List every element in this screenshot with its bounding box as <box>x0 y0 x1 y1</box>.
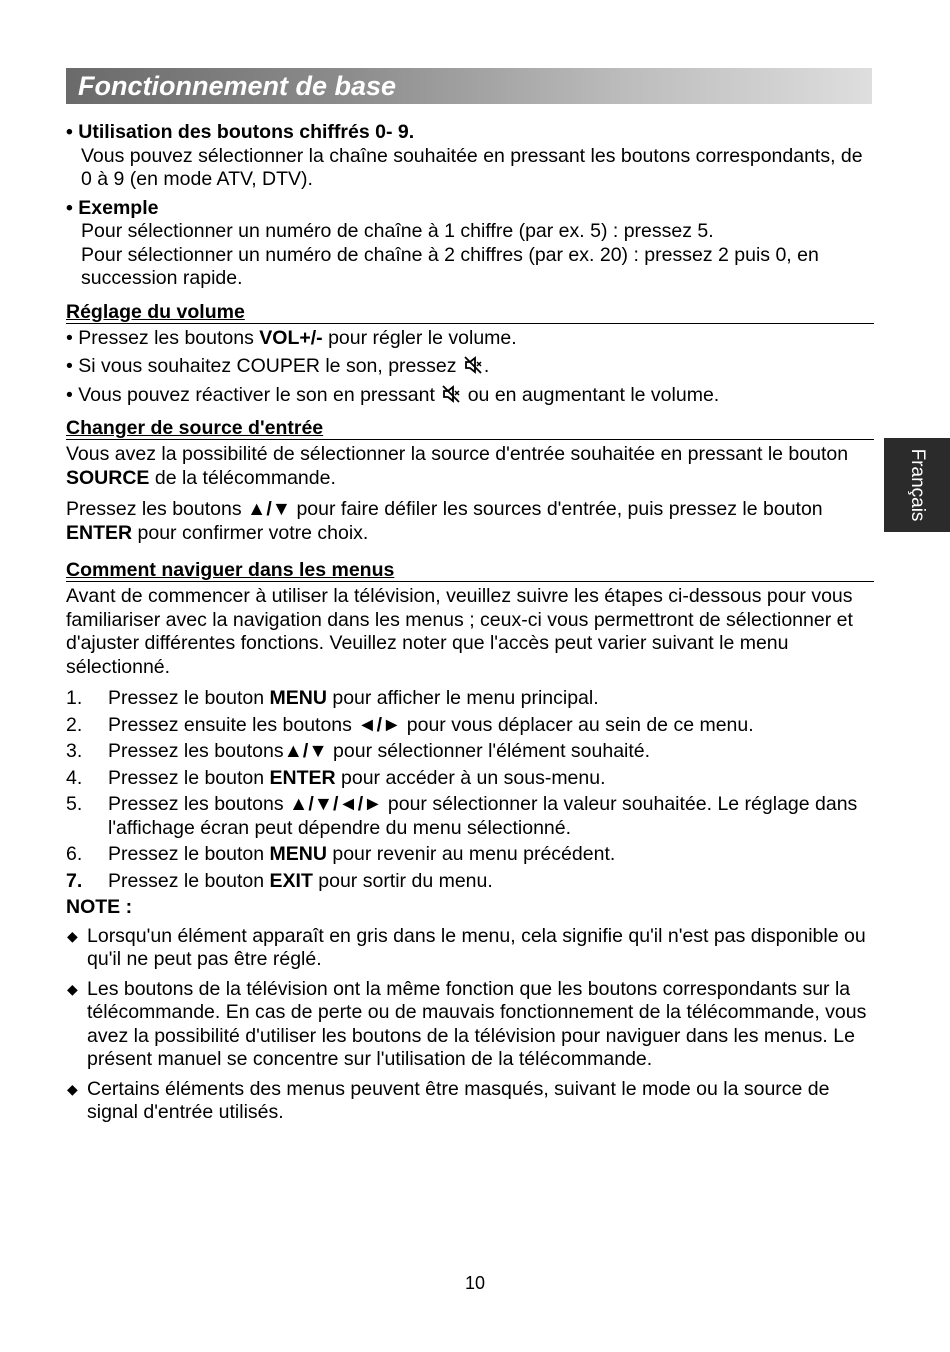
example-heading: • Exemple <box>66 196 159 219</box>
note-item: ◆ Certains éléments des menus peuvent être masqués, suivant le mode ou la source de signal d'entrée utilisés. <box>67 1077 830 1123</box>
notes-list <box>66 925 874 1125</box>
volume-bullet-3: • Vous pouvez réactiver le son en pressant ou en augmentant le volume. <box>66 383 720 406</box>
source-paragraph-2: Pressez les boutons ▲/▼ pour faire défiler les sources d'entrée, puis pressez le bouton ENTER pour confirmer votre choix. <box>66 498 823 544</box>
step-number: 1. <box>66 687 83 709</box>
step-number: 5. <box>66 793 83 815</box>
note-item: ◆ Lorsqu'un élément apparaît en gris dans le menu, cela signifie qu'il n'est pas disponible ou qu'il ne peut pas être réglé. <box>67 924 866 970</box>
list-item: 3. Pressez les boutons▲/▼ pour sélectionner l'élément souhaité. <box>66 740 651 762</box>
list-item: 2. Pressez ensuite les boutons ◄/► pour vous déplacer au sein de ce menu. <box>66 713 754 736</box>
digits-text: Vous pouvez sélectionner la chaîne souhaitée en pressant les boutons correspondants, de 0 à 9 (en mode ATV, DTV). <box>81 144 863 190</box>
menus-intro: Avant de commencer à utiliser la télévision, veuillez suivre les étapes ci-dessous pour vous familiariser avec la navigation dans les menus ; ceux-ci vous permettront de sélectionner et d'ajuster différentes fonctions. Veuillez noter que l'accès peut varier suivant le menu sélectionné. <box>66 585 853 678</box>
volume-bullet-2: • Si vous souhaitez COUPER le son, pressez . <box>66 355 490 377</box>
volume-heading: Réglage du volume <box>66 301 874 324</box>
language-tab-label: Français <box>906 448 928 522</box>
mute-icon <box>442 385 460 403</box>
source-paragraph-1: Vous avez la possibilité de sélectionner la source d'entrée souhaitée en pressant le bouton SOURCE de la télécommande. <box>66 443 849 489</box>
list-item: 1. Pressez le bouton MENU pour afficher le menu principal. <box>66 687 599 709</box>
step-number: 7. <box>66 869 83 892</box>
note-item: ◆ Les boutons de la télévision ont la même fonction que les boutons correspondants sur la télécommande. En cas de perte ou de mauvais fonctionnement de la télécommande, vous avez la possibilité d'utiliser les boutons de la télévision pour naviguer dans les menus. Le présent manuel se concentre sur l'utilisation de la télécommande. <box>67 977 867 1070</box>
list-item: 6. Pressez le bouton MENU pour revenir au menu précédent. <box>66 843 616 865</box>
diamond-bullet-icon: ◆ <box>67 927 78 944</box>
step-number: 4. <box>66 766 83 789</box>
list-item: 7. Pressez le bouton EXIT pour sortir du menu. <box>66 869 493 892</box>
example-line-2: Pour sélectionner un numéro de chaîne à 2 chiffres (par ex. 20) : pressez 2 puis 0, en succession rapide. <box>81 243 819 289</box>
mute-icon <box>464 356 482 374</box>
digits-heading: • Utilisation des boutons chiffrés 0- 9. <box>66 121 415 143</box>
note-heading: NOTE : <box>66 896 133 918</box>
list-item: 4. Pressez le bouton ENTER pour accéder à un sous-menu. <box>66 766 606 789</box>
menus-heading: Comment naviguer dans les menus <box>66 559 874 582</box>
page-content <box>66 121 874 1131</box>
language-tab <box>884 438 950 532</box>
menu-steps-list <box>66 687 874 893</box>
section-title-bar <box>66 68 872 104</box>
diamond-bullet-icon: ◆ <box>67 1080 78 1097</box>
step-number: 2. <box>66 713 83 736</box>
page-title: Fonctionnement de base <box>78 71 397 101</box>
page-number: 10 <box>464 1273 486 1293</box>
volume-bullet-1: • Pressez les boutons VOL+/- pour régler le volume. <box>66 326 517 349</box>
diamond-bullet-icon: ◆ <box>67 980 78 997</box>
example-line-1: Pour sélectionner un numéro de chaîne à 1 chiffre (par ex. 5) : pressez 5. <box>81 220 714 242</box>
step-number: 3. <box>66 740 83 762</box>
step-number: 6. <box>66 843 83 865</box>
list-item: 5. Pressez les boutons ▲/▼/◄/► pour sélectionner la valeur souhaitée. Le réglage dans l'affichage écran peut dépendre du menu sélectionné. <box>66 793 858 839</box>
source-heading: Changer de source d'entrée <box>66 417 874 440</box>
